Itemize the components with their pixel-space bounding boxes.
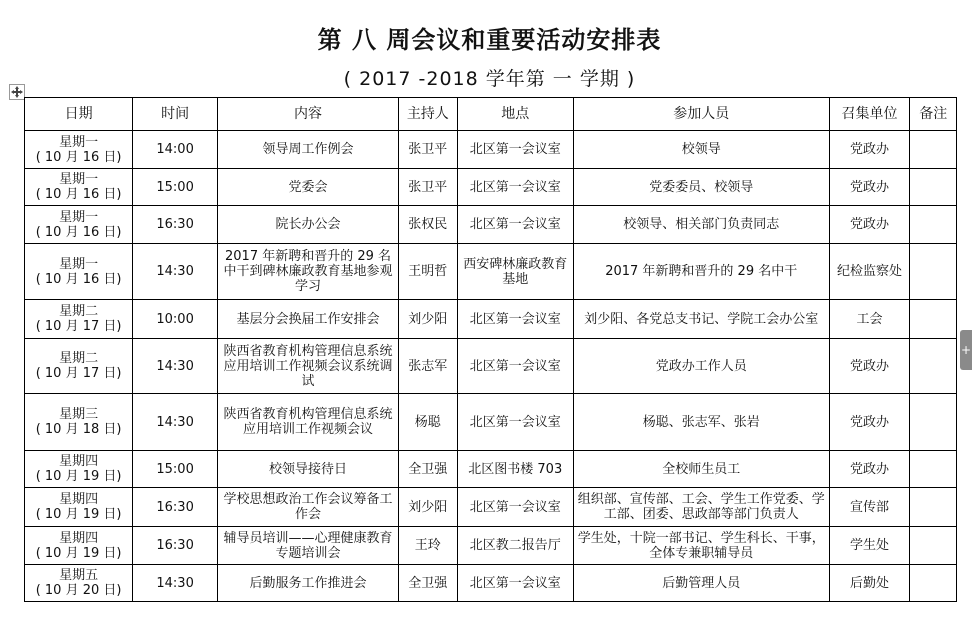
date: ( 10 月 19 日) [35,469,122,484]
content-cell: 基层分会换届工作安排会 [218,300,399,339]
weekday: 星期三 [59,407,99,422]
column-header-date: 日期 [25,98,133,131]
date-cell [25,565,133,602]
table-row [25,565,957,602]
date: ( 10 月 16 日) [35,271,122,287]
column-header-note: 备注 [910,98,957,131]
host-cell: 刘少阳 [399,488,458,527]
date: ( 10 月 17 日) [35,366,122,381]
time-cell: 14:00 [133,131,218,169]
content-cell: 后勤服务工作推进会 [218,565,399,602]
host-cell: 全卫强 [399,451,458,488]
time-cell: 10:00 [133,300,218,339]
content-cell: 校领导接待日 [218,451,399,488]
content-cell: 陕西省教育机构管理信息系统应用培训工作视频会议 [218,394,399,451]
participants-cell: 党委委员、校领导 [573,169,829,206]
participants-cell: 学生处，十院一部书记、学生科长、干事，全体专兼职辅导员 [573,527,829,565]
weekday: 星期一 [59,209,99,225]
date: ( 10 月 16 日) [35,187,122,202]
time-cell: 14:30 [133,565,218,602]
table-row [25,394,957,451]
time-cell: 16:30 [133,527,218,565]
date: ( 10 月 16 日) [35,149,122,165]
weekday: 星期四 [59,530,99,546]
side-expand-tab[interactable] [960,330,972,370]
time-cell: 14:30 [133,339,218,394]
table-header-row [25,98,957,131]
location-cell: 北区第一会议室 [457,394,573,451]
date-cell [25,244,133,300]
date: ( 10 月 16 日) [35,224,122,240]
location-cell: 北区第一会议室 [457,339,573,394]
table-row [25,339,957,394]
note-cell [910,527,957,565]
table-row [25,300,957,339]
participants-cell: 党政办工作人员 [573,339,829,394]
note-cell [910,244,957,300]
location-cell: 北区第一会议室 [457,565,573,602]
organizer-cell: 纪检监察处 [829,244,910,300]
time-cell: 15:00 [133,169,218,206]
weekday: 星期四 [59,454,99,469]
date: ( 10 月 17 日) [35,319,122,334]
host-cell: 张卫平 [399,169,458,206]
schedule-table [24,97,957,602]
table-row [25,451,957,488]
organizer-cell: 党政办 [829,169,910,206]
column-header-host: 主持人 [399,98,458,131]
note-cell [910,300,957,339]
note-cell [910,169,957,206]
date-cell [25,131,133,169]
column-header-time: 时间 [133,98,218,131]
table-row [25,244,957,300]
host-cell: 全卫强 [399,565,458,602]
weekday: 星期一 [59,134,99,150]
host-cell: 王玲 [399,527,458,565]
weekday: 星期一 [59,256,99,272]
location-cell: 西安碑林廉政教育基地 [457,244,573,300]
participants-cell: 杨聪、张志军、张岩 [573,394,829,451]
participants-cell: 组织部、宣传部、工会、学生工作党委、学工部、团委、思政部等部门负责人 [573,488,829,527]
date: ( 10 月 19 日) [35,545,122,561]
table-row [25,488,957,527]
date-cell [25,451,133,488]
organizer-cell: 党政办 [829,451,910,488]
host-cell: 张卫平 [399,131,458,169]
organizer-cell: 宣传部 [829,488,910,527]
date-cell [25,300,133,339]
plus-icon: + [960,343,972,357]
location-cell: 北区第一会议室 [457,131,573,169]
date-cell [25,169,133,206]
note-cell [910,394,957,451]
page-title: 第 八 周会议和重要活动安排表 [317,26,662,54]
note-cell [910,488,957,527]
participants-cell: 后勤管理人员 [573,565,829,602]
note-cell [910,451,957,488]
weekday: 星期二 [59,351,99,366]
date-cell [25,394,133,451]
organizer-cell: 党政办 [829,131,910,169]
host-cell: 张志军 [399,339,458,394]
content-cell: 2017 年新聘和晋升的 29 名中干到碑林廉政教育基地参观学习 [218,244,399,300]
organizer-cell: 党政办 [829,394,910,451]
column-header-participants: 参加人员 [573,98,829,131]
participants-cell: 2017 年新聘和晋升的 29 名中干 [573,244,829,300]
content-cell: 辅导员培训——心理健康教育专题培训会 [218,527,399,565]
organizer-cell: 党政办 [829,339,910,394]
table-row [25,527,957,565]
note-cell [910,131,957,169]
table-row [25,206,957,244]
date-cell [25,488,133,527]
weekday: 星期一 [59,172,99,187]
location-cell: 北区第一会议室 [457,169,573,206]
weekday: 星期二 [59,304,99,319]
table-row [25,169,957,206]
participants-cell: 全校师生员工 [573,451,829,488]
table-move-handle-icon[interactable] [9,84,25,100]
organizer-cell: 工会 [829,300,910,339]
date: ( 10 月 20 日) [35,583,122,598]
time-cell: 16:30 [133,488,218,527]
location-cell: 北区教二报告厅 [457,527,573,565]
note-cell [910,565,957,602]
host-cell: 王明哲 [399,244,458,300]
organizer-cell: 学生处 [829,527,910,565]
column-header-location: 地点 [457,98,573,131]
host-cell: 张权民 [399,206,458,244]
participants-cell: 校领导、相关部门负责同志 [573,206,829,244]
content-cell: 党委会 [218,169,399,206]
participants-cell: 刘少阳、各党总支书记、学院工会办公室 [573,300,829,339]
participants-cell: 校领导 [573,131,829,169]
date: ( 10 月 18 日) [35,422,122,437]
content-cell: 领导周工作例会 [218,131,399,169]
host-cell: 刘少阳 [399,300,458,339]
date-cell [25,527,133,565]
location-cell: 北区第一会议室 [457,488,573,527]
date-cell [25,339,133,394]
location-cell: 北区第一会议室 [457,300,573,339]
location-cell: 北区图书楼 703 [457,451,573,488]
time-cell: 15:00 [133,451,218,488]
content-cell: 学校思想政治工作会议筹备工作会 [218,488,399,527]
content-cell: 院长办公会 [218,206,399,244]
page-subtitle: ( 2017 -2018 学年第 一 学期 ) [343,68,636,90]
organizer-cell: 后勤处 [829,565,910,602]
column-header-organizer: 召集单位 [829,98,910,131]
organizer-cell: 党政办 [829,206,910,244]
note-cell [910,206,957,244]
location-cell: 北区第一会议室 [457,206,573,244]
host-cell: 杨聪 [399,394,458,451]
weekday: 星期四 [59,492,99,507]
table-row [25,131,957,169]
column-header-content: 内容 [218,98,399,131]
weekday: 星期五 [59,568,99,583]
date: ( 10 月 19 日) [35,507,122,522]
time-cell: 14:30 [133,244,218,300]
note-cell [910,339,957,394]
content-cell: 陕西省教育机构管理信息系统应用培训工作视频会议系统调试 [218,339,399,394]
date-cell [25,206,133,244]
time-cell: 16:30 [133,206,218,244]
time-cell: 14:30 [133,394,218,451]
